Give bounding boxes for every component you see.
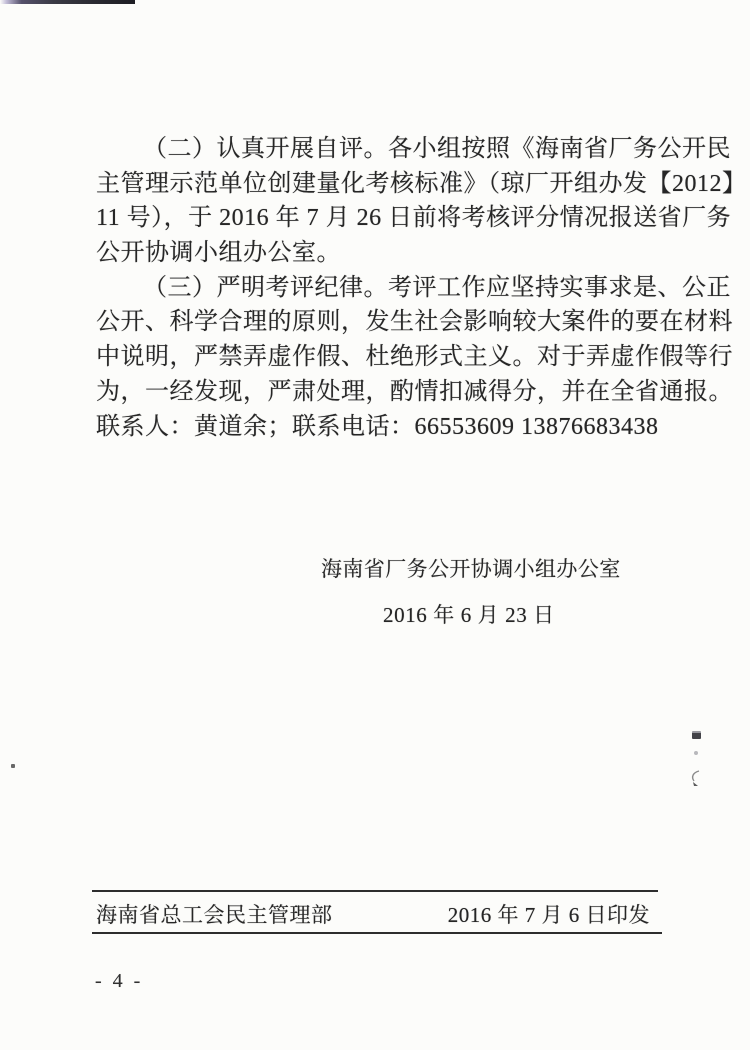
body-line: （二）认真开展自评。各小组按照《海南省厂务公开民 xyxy=(143,136,731,162)
body-line: 公开协调小组办公室。 xyxy=(96,240,341,267)
body-line: 主管理示范单位创建量化考核标准》（琼厂开组办发【2012】 xyxy=(96,170,747,197)
document-body xyxy=(96,132,747,444)
signature-organization: 海南省厂务公开协调小组办公室 xyxy=(321,557,621,581)
colophon-rule-top xyxy=(92,890,658,892)
colophon-print-date: 2016 年 7 月 6 日印发 xyxy=(447,903,650,927)
body-line: （三）严明考评纪律。考评工作应坚持实事求是、公正 xyxy=(143,274,731,301)
colophon-rule-bottom xyxy=(92,932,662,934)
scan-speck xyxy=(11,764,15,768)
scan-edge-artifact xyxy=(0,0,135,4)
scan-speck xyxy=(694,751,698,755)
contact-line: 联系人：黄道余；联系电话：66553609 13876683438 xyxy=(96,413,659,440)
scan-speck xyxy=(689,769,701,794)
colophon-issuer: 海南省总工会民主管理部 xyxy=(96,903,333,927)
body-line: 为，一经发现，严肃处理，酌情扣减得分，并在全省通报。 xyxy=(96,378,733,405)
scan-speck xyxy=(692,731,701,739)
signature-date: 2016 年 6 月 23 日 xyxy=(383,603,555,627)
body-line: 公开、科学合理的原则，发生社会影响较大案件的要在材料 xyxy=(96,309,733,336)
body-line: 11 号），于 2016 年 7 月 26 日前将考核评分情况报送省厂务 xyxy=(96,205,732,232)
colophon-row xyxy=(92,901,658,930)
page-number: - 4 - xyxy=(95,970,144,992)
body-line: 中说明，严禁弄虚作假、杜绝形式主义。对于弄虚作假等行 xyxy=(96,344,733,371)
